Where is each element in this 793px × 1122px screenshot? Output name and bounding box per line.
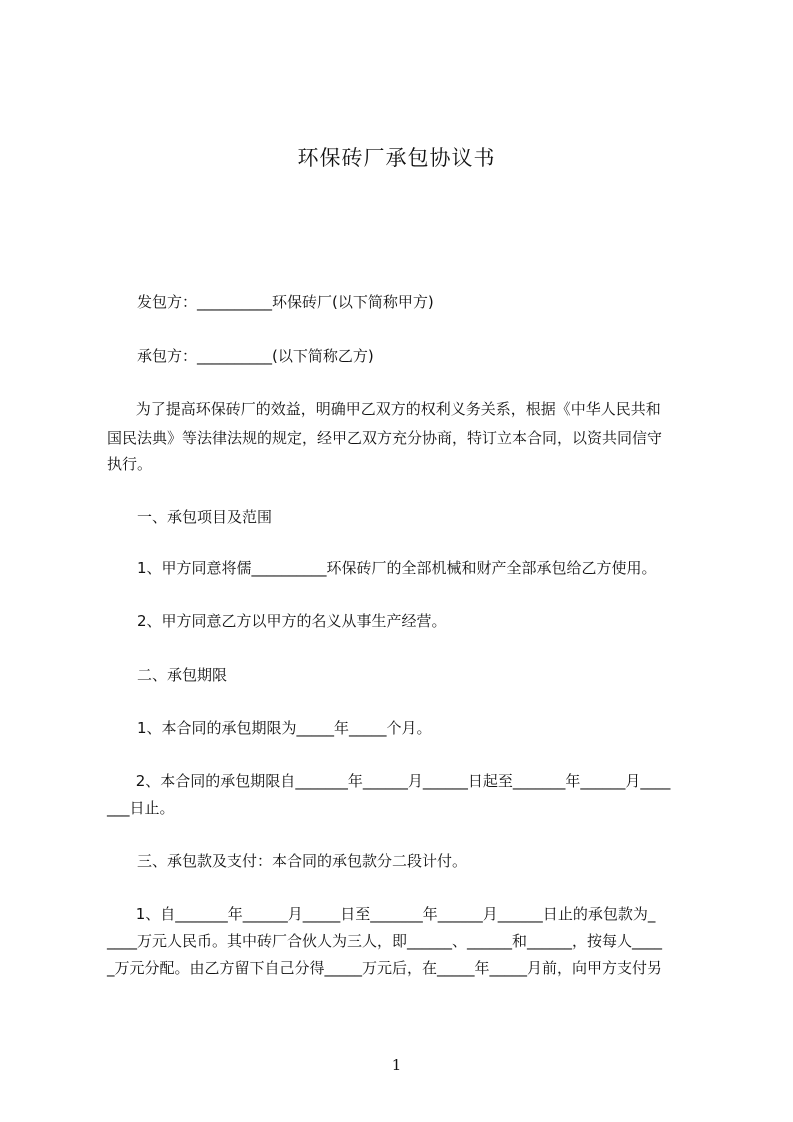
preamble-line-1: 为了提高环保砖厂的效益，明确甲乙双方的权利义务关系，根据《中华人民共和 <box>131 400 661 418</box>
clause-2-2-line-2: ___日止。 <box>107 799 175 817</box>
clause-2-2-line-1: 2、本合同的承包期限自_______年______月______日起至_______年______月____ <box>131 772 671 790</box>
clause-1-2: 2、甲方同意乙方以甲方的名义从事生产经营。 <box>137 612 447 630</box>
clause-3-1-line-1: 1、自_______年______月_____日至_______年______月______日止的承包款为_ <box>131 905 656 923</box>
section-3-heading: 三、承包款及支付：本合同的承包款分二段计付。 <box>137 852 468 870</box>
clause-2-1: 1、本合同的承包期限为_____年_____个月。 <box>137 719 432 737</box>
party-b-line: 承包方：__________(以下简称乙方) <box>137 347 374 365</box>
clause-1-1: 1、甲方同意将儒__________环保砖厂的全部机械和财产全部承包给乙方使用。 <box>137 559 657 577</box>
section-2-heading: 二、承包期限 <box>137 666 228 684</box>
preamble-line-3: 执行。 <box>107 455 153 473</box>
party-a-line: 发包方：__________环保砖厂(以下简称甲方) <box>137 293 434 311</box>
preamble-line-2: 国民法典》等法律法规的规定，经甲乙双方充分协商，特订立本合同，以资共同信守 <box>107 429 663 447</box>
clause-3-1-line-3: _万元分配。由乙方留下自己分得_____万元后，在_____年_____月前，向甲方支付另 <box>107 959 663 977</box>
page-number: 1 <box>391 1056 402 1074</box>
section-1-heading: 一、承包项目及范围 <box>137 508 273 526</box>
document-title: 环保砖厂承包协议书 <box>297 146 496 170</box>
clause-3-1-line-2: ____万元人民币。其中砖厂合伙人为三人，即______、______和______，按每人____ <box>107 932 663 950</box>
